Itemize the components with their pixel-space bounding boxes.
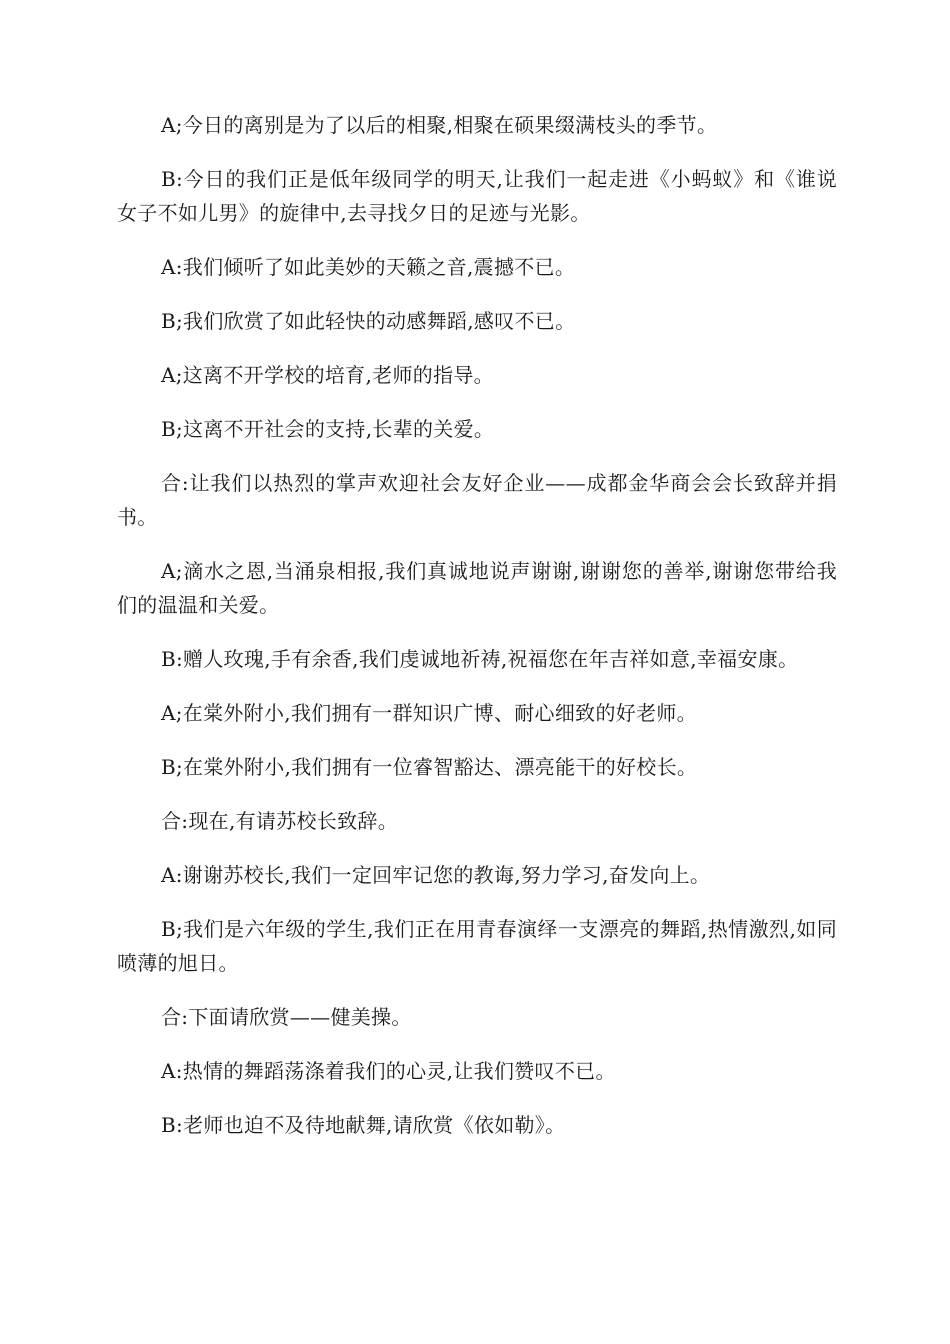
paragraph: A;今日的离别是为了以后的相聚,相聚在硕果缀满枝头的季节。	[161, 113, 718, 137]
paragraph: B:今日的我们正是低年级同学的明天,让我们一起走进《小蚂蚁》和《谁说女子不如儿男》的旋律中,去寻找夕日的足迹与光影。	[117, 167, 837, 225]
paragraph: A:我们倾听了如此美妙的天籁之音,震撼不已。	[161, 255, 576, 279]
paragraph: A;滴水之恩,当涌泉相报,我们真诚地说声谢谢,谢谢您的善举,谢谢您带给我们的温温和关爱。	[117, 559, 837, 617]
paragraph: A;在棠外附小,我们拥有一群知识广博、耐心细致的好老师。	[161, 701, 697, 725]
paragraph: A:热情的舞蹈荡涤着我们的心灵,让我们赞叹不已。	[161, 1059, 616, 1083]
paragraph: B;我们是六年级的学生,我们正在用青春演绎一支漂亮的舞蹈,热情激烈,如同喷薄的旭日。	[117, 917, 837, 975]
paragraph: A:谢谢苏校长,我们一定回牢记您的教诲,努力学习,奋发向上。	[161, 863, 711, 887]
paragraph: A;这离不开学校的培育,老师的指导。	[161, 363, 494, 387]
document-body	[117, 108, 837, 1162]
paragraph: B:赠人玫瑰,手有余香,我们虔诚地祈祷,祝福您在年吉祥如意,幸福安康。	[161, 647, 799, 671]
paragraph: 合:让我们以热烈的掌声欢迎社会友好企业——成都金华商会会长致辞并捐书。	[117, 471, 837, 529]
paragraph: 合:下面请欣赏——健美操。	[161, 1005, 412, 1029]
paragraph: B;在棠外附小,我们拥有一位睿智豁达、漂亮能干的好校长。	[161, 755, 698, 779]
paragraph: B;这离不开社会的支持,长辈的关爱。	[161, 417, 495, 441]
paragraph: B;我们欣赏了如此轻快的动感舞蹈,感叹不已。	[161, 309, 576, 333]
paragraph: 合:现在,有请苏校长致辞。	[161, 809, 398, 833]
paragraph: B:老师也迫不及待地献舞,请欣赏《依如勒》。	[161, 1113, 566, 1137]
